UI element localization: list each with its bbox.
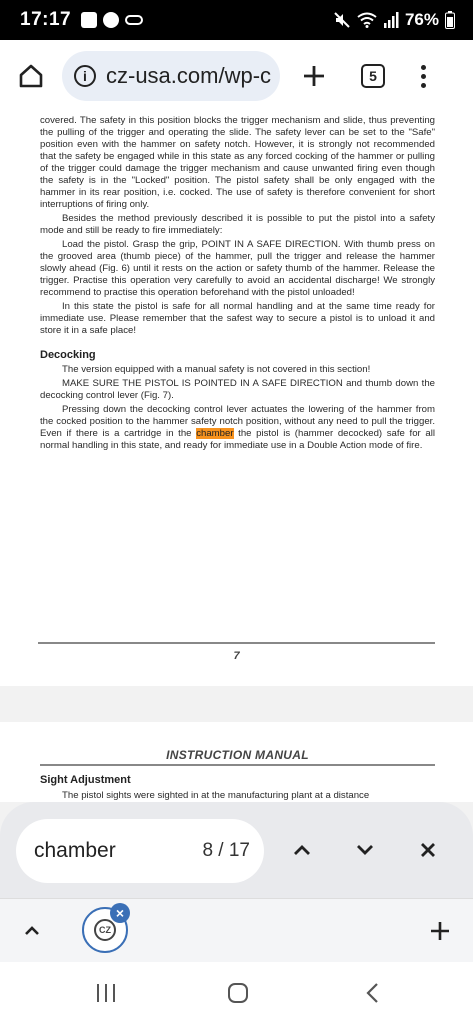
- recent-apps-button[interactable]: [86, 976, 126, 1010]
- manual-header-title: INSTRUCTION MANUAL: [166, 748, 309, 762]
- mute-icon: [333, 11, 351, 29]
- image-icon: [81, 12, 97, 28]
- recent-apps-icon: [95, 983, 117, 1003]
- status-bar: [0, 0, 473, 40]
- doc-paragraph: In this state the pistol is safe for all normal handling and at the same time ready for immediate use. Please remember that the safest way to secure a pistol is to unload it and store it in a safe place!: [40, 301, 435, 336]
- back-nav-button[interactable]: [352, 976, 392, 1010]
- more-icon-dot: [421, 65, 426, 70]
- previous-match-button[interactable]: [278, 826, 326, 874]
- home-nav-button[interactable]: [218, 976, 258, 1010]
- system-navigation-bar: [0, 962, 473, 1024]
- status-notification-icons: [81, 12, 143, 28]
- voicemail-icon: [125, 15, 143, 25]
- address-bar[interactable]: [62, 51, 280, 101]
- doc-paragraph: Load the pistol. Grasp the grip, POINT IN A SAFE DIRECTION. With thumb press on the grooved area (thumb piece) of the hammer, pull the trigger and release the hammer slowly ahead (Fig. 6) until it rests on the action or safety thumb of the hammer. Release the trigger. Practise this operation very carefully to avoid an accidental discharge! We strongly recommend to practise this operation beforehand with the pistol unloaded!: [40, 239, 435, 298]
- decocking-heading: Decocking: [40, 349, 96, 361]
- doc-paragraph: Besides the method previously described it is possible to put the pistol into a safety mode and still be ready to fire immediately:: [40, 213, 435, 236]
- more-icon-dot: [421, 74, 426, 79]
- tab-strip-toolbar: [0, 898, 473, 962]
- close-tab-button[interactable]: ×: [110, 903, 130, 923]
- tab-switcher-button[interactable]: [348, 40, 398, 112]
- find-in-page-bar: [0, 802, 473, 898]
- status-time: 17:17: [20, 9, 72, 30]
- doc-text: Pressing down the decocking control lever actuates the lowering of the hammer from the cocked position to the hammer safety notch position, without any need to pull the trigger. Even if there is a cartridge in the: [40, 404, 435, 439]
- match-count: 8 / 17: [202, 840, 250, 861]
- home-icon: [17, 62, 45, 90]
- page-number: 7: [233, 650, 240, 662]
- back-icon: [365, 982, 379, 1004]
- tab-count: 5: [361, 64, 385, 88]
- doc-text: the pistol is (hammer decocked) safe for all normal handling in this state, and ready for immediate use in a Double Action mode of fire.: [40, 428, 436, 451]
- find-field[interactable]: [16, 819, 264, 883]
- wifi-icon: [357, 12, 377, 28]
- battery-level: 76%: [404, 10, 439, 29]
- site-info-icon[interactable]: i: [74, 65, 96, 87]
- plus-icon: [303, 65, 325, 87]
- close-find-button[interactable]: [404, 826, 452, 874]
- more-icon-dot: [421, 83, 426, 88]
- chevron-up-icon: [293, 844, 311, 856]
- manual-header-rule: [40, 764, 435, 766]
- more-menu-button[interactable]: [398, 40, 448, 112]
- battery-icon: [445, 11, 455, 29]
- doc-paragraph: MAKE SURE THE PISTOL IS POINTED IN A SAFE DIRECTION and thumb down the decocking control lever (Fig. 7).: [40, 378, 435, 401]
- expand-tabs-button[interactable]: [14, 911, 50, 951]
- site-favicon-icon: CZ: [94, 919, 116, 941]
- doc-paragraph: The version equipped with a manual safety is not covered in this section!: [62, 364, 371, 375]
- doc-paragraph: The pistol sights were sighted in at the manufacturing plant at a distance: [62, 790, 370, 801]
- sight-adjustment-heading: Sight Adjustment: [40, 774, 131, 786]
- doc-paragraph: covered. The safety in this position blocks the trigger mechanism and slide, thus preventing the pulling of the trigger and operating the slide. The safety lever can be set to the "Safe" position even with the hammer on safety notch. However, it is strongly not recommended that the safety be engaged while in this state as any forced cocking of the hammer or pulling of the trigger could damage the trigger mechanism and cause unwanted firing even though the safety is in the "Locked" position. The pistol safety shall be only engaged with the hammer in its rear position, i.e. cocked. The use of safety is therefore convenient for short interruptions of firing only.: [40, 115, 435, 210]
- next-match-button[interactable]: [341, 826, 389, 874]
- add-tab-button[interactable]: [420, 911, 460, 951]
- find-input[interactable]: chamber: [34, 839, 116, 862]
- chat-icon: [103, 12, 119, 28]
- home-button[interactable]: [0, 40, 62, 112]
- browser-toolbar: [0, 40, 473, 112]
- pdf-page-7: [0, 112, 473, 686]
- signal-icon: [383, 12, 399, 28]
- doc-paragraph: [40, 404, 435, 452]
- pdf-page-8: [0, 722, 473, 802]
- page-footer-rule: [38, 642, 435, 644]
- close-icon: [420, 842, 436, 858]
- search-match-highlight: chamber: [196, 428, 234, 439]
- home-circle-icon: [227, 982, 249, 1004]
- url-text[interactable]: cz-usa.com/wp-c: [106, 63, 272, 88]
- pdf-viewer[interactable]: [0, 112, 473, 802]
- plus-icon: [430, 921, 450, 941]
- chevron-up-icon: [24, 926, 40, 936]
- chevron-down-icon: [356, 844, 374, 856]
- new-tab-button[interactable]: [280, 40, 348, 112]
- status-system-icons: [333, 10, 455, 30]
